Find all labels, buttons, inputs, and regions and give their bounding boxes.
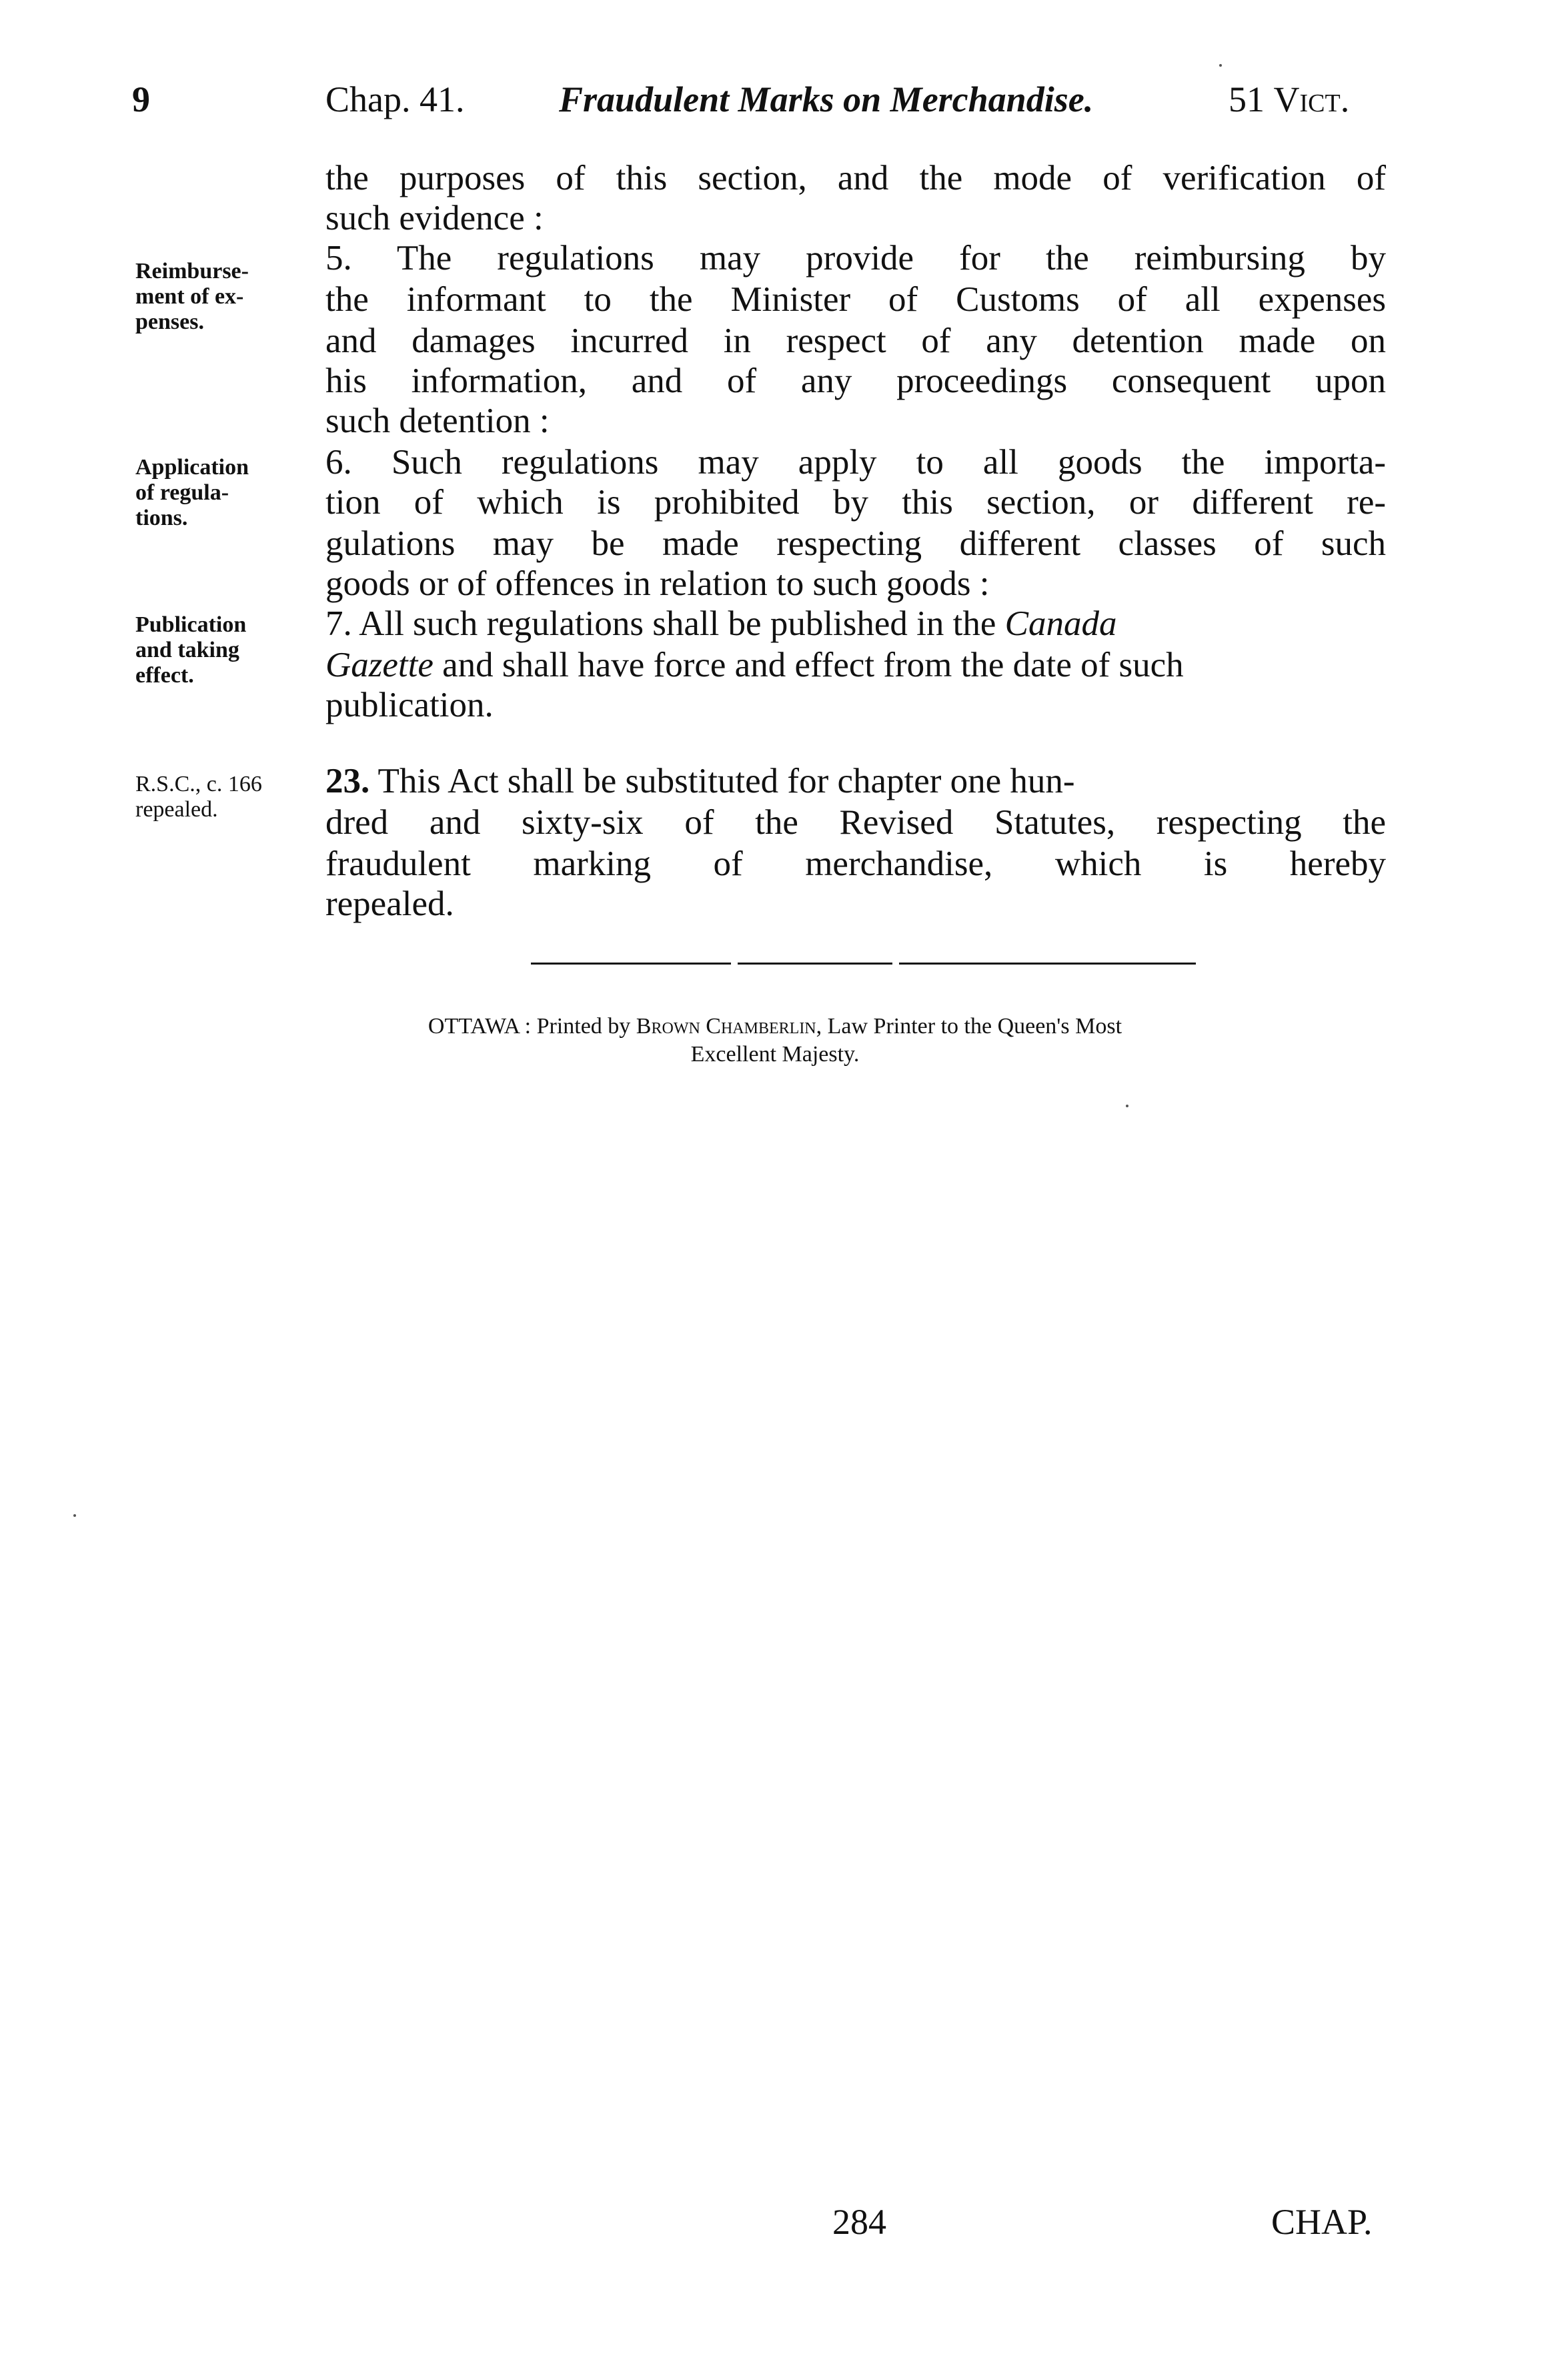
- body-line: fraudulent marking of merchandise, which is hereby: [325, 844, 1386, 883]
- margin-note-publication: Publication and taking effect.: [135, 612, 247, 688]
- body-text: 7. All such regulations shall be published in the: [325, 604, 1005, 643]
- body-line: 6. Such regulations may apply to all goods the importa-: [325, 443, 1386, 482]
- print-speck: [1126, 1105, 1128, 1107]
- body-line: dred and sixty-six of the Revised Statutes, respecting the: [325, 803, 1386, 842]
- body-text: This Act shall be substituted for chapter one hun-: [369, 762, 1075, 800]
- body-italic: Canada: [1004, 604, 1117, 643]
- body-line: gulations may be made respecting different classes of such: [325, 524, 1386, 563]
- body-line: such detention :: [325, 402, 550, 440]
- margin-note-repeal: R.S.C., c. 166 repealed.: [135, 772, 262, 822]
- body-line: the purposes of this section, and the mode of verification of: [325, 159, 1386, 197]
- footer-catchword: CHAP.: [1271, 2202, 1373, 2242]
- body-line: [325, 760, 1386, 802]
- print-speck: [1219, 64, 1222, 67]
- imprint-place: OTTAWA :: [428, 1014, 532, 1039]
- footer-page-number: 284: [832, 2202, 886, 2242]
- imprint-line: [0, 1013, 1550, 1041]
- body-text: and shall have force and effect from the date of such: [433, 646, 1184, 684]
- imprint-line: Excellent Majesty.: [690, 1042, 860, 1067]
- imprint-rest: Law Printer to the Queen's Most: [822, 1014, 1122, 1039]
- divider-rule: [899, 963, 1196, 965]
- body-line: [325, 603, 1386, 644]
- body-line: such evidence :: [325, 199, 544, 237]
- print-speck: [73, 1514, 76, 1517]
- body-italic: Gazette: [325, 646, 434, 684]
- imprint-printed-by: Printed by: [531, 1014, 636, 1039]
- reign-year: 51: [1229, 79, 1265, 119]
- body-line: 5. The regulations may provide for the reimbursing by: [325, 239, 1386, 277]
- header-reign: [1229, 79, 1349, 120]
- imprint-printer-name: Brown Chamberlin,: [636, 1014, 822, 1039]
- body-line: and damages incurred in respect of any detention made on: [325, 322, 1386, 360]
- body-line: repealed.: [325, 884, 454, 923]
- header-page-number: 9: [132, 79, 150, 119]
- body-line: his information, and of any proceedings consequent upon: [325, 362, 1386, 400]
- divider-rule: [738, 963, 892, 965]
- body-line: [325, 644, 1386, 686]
- body-line: the informant to the Minister of Customs of all expenses: [325, 280, 1386, 319]
- header-title: Fraudulent Marks on Merchandise.: [559, 79, 1094, 119]
- divider-rule: [531, 963, 731, 965]
- body-line: publication.: [325, 686, 494, 724]
- reign-name: Vict.: [1273, 79, 1350, 119]
- body-line: goods or of offences in relation to such goods :: [325, 564, 990, 603]
- section-number: 23.: [325, 762, 370, 800]
- header-chapter: Chap. 41.: [325, 79, 465, 119]
- body-line: tion of which is prohibited by this section, or different re-: [325, 483, 1386, 522]
- margin-note-reimbursement: Reimburse- ment of ex- penses.: [135, 259, 249, 334]
- margin-note-application: Application of regula- tions.: [135, 455, 249, 530]
